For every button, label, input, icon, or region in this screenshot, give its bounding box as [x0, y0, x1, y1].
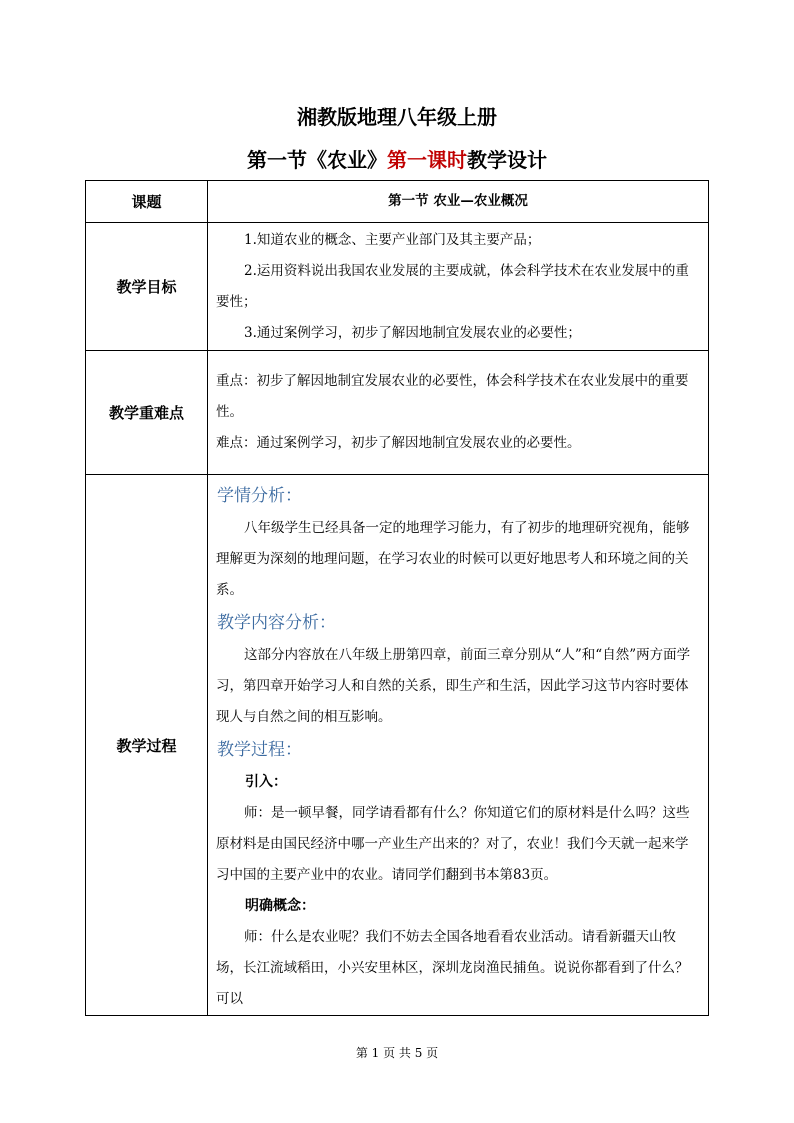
- header-row: [86, 181, 709, 223]
- key-point: 重点：初步了解因地制宜发展农业的必要性，体会科学技术在农业发展中的重要性。: [216, 373, 689, 420]
- intro-label: 引入：: [245, 774, 287, 790]
- lesson-plan-table: [85, 180, 709, 1016]
- subtitle-section: 第一节《农业》: [247, 148, 387, 172]
- teaching-process-heading: 教学过程：: [217, 740, 302, 760]
- goal-item: 1.知道农业的概念、主要产业部门及其主要产品；: [244, 231, 541, 248]
- goal-item: 3.通过案例学习，初步了解因地制宜发展农业的必要性；: [244, 324, 581, 341]
- keypoints-content: [208, 351, 709, 475]
- content-analysis-heading: 教学内容分析：: [217, 613, 336, 633]
- subtitle-design: 教学设计: [467, 148, 547, 172]
- content-analysis-text: 这部分内容放在八年级上册第四章，前面三章分别从“人”和“自然”两方面学习，第四章开始学习人和自然的关系，即生产和生活，因此学习这节内容时要体现人与自然之间的相互影响。: [216, 647, 691, 725]
- goals-label: 教学目标: [86, 223, 208, 351]
- document-subtitle: [0, 145, 794, 175]
- keypoints-row: [86, 351, 709, 475]
- subtitle-lesson: 第一课时: [387, 148, 467, 172]
- page-footer: 第 1 页 共 5 页: [355, 1046, 439, 1060]
- concept-text: 师：什么是农业呢？我们不妨去全国各地看看农业活动。请看新疆天山牧场，长江流域稻田，小兴安里林区，深圳龙岗渔民捕鱼。说说你都看到了什么？可以: [216, 929, 689, 1007]
- intro-text: 师：是一顿早餐，同学请看都有什么？你知道它们的原材料是什么吗？这些原材料是由国民经济中哪一产业生产出来的？对了，农业！我们今天就一起来学习中国的主要产业中的农业。请同学们翻到书本第83页。: [216, 805, 690, 883]
- keypoints-label: 教学重难点: [86, 351, 208, 475]
- student-analysis-text: 八年级学生已经具备一定的地理学习能力，有了初步的地理研究视角，能够理解更为深刻的地理问题，在学习农业的时候可以更好地思考人和环境之间的关系。: [216, 520, 690, 598]
- topic-value: 第一节 农业—农业概况: [208, 181, 709, 223]
- document-title: 湘教版地理八年级上册: [297, 105, 497, 129]
- goals-content: [208, 223, 709, 351]
- process-content: [208, 475, 709, 1016]
- student-analysis-heading: 学情分析：: [217, 486, 302, 506]
- process-label: 教学过程: [86, 475, 208, 1016]
- goal-item: 2.运用资料说出我国农业发展的主要成就，体会科学技术在农业发展中的重要性；: [216, 262, 689, 310]
- topic-label: 课题: [86, 181, 208, 223]
- difficult-point: 难点：通过案例学习，初步了解因地制宜发展农业的必要性。: [216, 435, 581, 451]
- process-row: [86, 475, 709, 1016]
- goals-row: [86, 223, 709, 351]
- concept-label: 明确概念：: [245, 898, 315, 914]
